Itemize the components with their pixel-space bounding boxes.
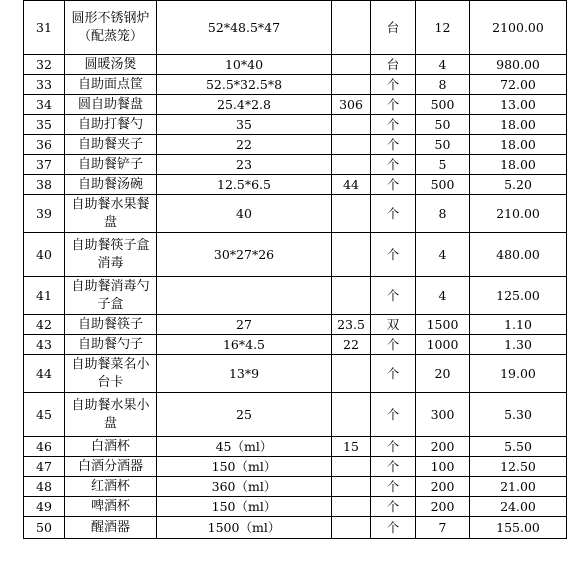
table-row <box>24 1 567 55</box>
item-price: 5.20 <box>470 175 567 195</box>
row-number: 32 <box>24 55 65 75</box>
item-quantity: 8 <box>416 195 470 233</box>
item-name <box>65 517 157 539</box>
item-name-text: 圆自助餐盘 <box>77 96 143 112</box>
item-price: 21.00 <box>470 477 567 497</box>
item-name-text: 自助餐消毒勺子盒 <box>71 278 150 312</box>
item-price: 5.50 <box>470 437 567 457</box>
item-name <box>65 233 157 277</box>
items-table <box>23 0 567 539</box>
item-name <box>65 477 157 497</box>
item-price: 18.00 <box>470 155 567 175</box>
item-name-text: 红酒杯 <box>90 478 130 494</box>
item-name <box>65 355 157 393</box>
table-row <box>24 497 567 517</box>
table-row <box>24 115 567 135</box>
item-quantity: 20 <box>416 355 470 393</box>
row-number: 46 <box>24 437 65 457</box>
item-name-text: 自助餐筷子 <box>77 316 143 332</box>
table-row <box>24 355 567 393</box>
row-number: 43 <box>24 335 65 355</box>
table-row <box>24 95 567 115</box>
item-name-text: 自助打餐勺 <box>77 116 143 132</box>
item-price: 19.00 <box>470 355 567 393</box>
item-quantity: 7 <box>416 517 470 539</box>
item-unit: 个 <box>371 95 416 115</box>
row-number: 39 <box>24 195 65 233</box>
item-unit: 双 <box>371 315 416 335</box>
item-unit: 个 <box>371 135 416 155</box>
table-row <box>24 55 567 75</box>
item-price: 155.00 <box>470 517 567 539</box>
item-extra <box>332 195 371 233</box>
row-number: 47 <box>24 457 65 477</box>
row-number: 45 <box>24 393 65 437</box>
item-spec: 150（ml） <box>157 497 332 517</box>
item-name <box>65 135 157 155</box>
item-unit: 个 <box>371 175 416 195</box>
item-spec: 16*4.5 <box>157 335 332 355</box>
item-name <box>65 75 157 95</box>
item-price: 210.00 <box>470 195 567 233</box>
item-price: 18.00 <box>470 135 567 155</box>
item-extra: 306 <box>332 95 371 115</box>
item-unit: 个 <box>371 393 416 437</box>
item-quantity: 1500 <box>416 315 470 335</box>
item-price: 5.30 <box>470 393 567 437</box>
item-name <box>65 457 157 477</box>
item-spec: 360（ml） <box>157 477 332 497</box>
table-row <box>24 393 567 437</box>
item-name <box>65 195 157 233</box>
item-quantity: 5 <box>416 155 470 175</box>
item-extra <box>332 355 371 393</box>
row-number: 31 <box>24 1 65 55</box>
item-unit: 个 <box>371 437 416 457</box>
item-extra <box>332 135 371 155</box>
row-number: 38 <box>24 175 65 195</box>
item-unit: 个 <box>371 195 416 233</box>
item-spec: 30*27*26 <box>157 233 332 277</box>
row-number: 41 <box>24 277 65 315</box>
item-price: 1.30 <box>470 335 567 355</box>
item-extra <box>332 155 371 175</box>
item-spec: 35 <box>157 115 332 135</box>
item-extra <box>332 497 371 517</box>
item-unit: 个 <box>371 277 416 315</box>
item-name <box>65 155 157 175</box>
item-quantity: 300 <box>416 393 470 437</box>
item-quantity: 50 <box>416 115 470 135</box>
table-row <box>24 195 567 233</box>
row-number: 37 <box>24 155 65 175</box>
item-price: 2100.00 <box>470 1 567 55</box>
item-spec: 52*48.5*47 <box>157 1 332 55</box>
item-extra: 15 <box>332 437 371 457</box>
item-unit: 个 <box>371 155 416 175</box>
item-extra <box>332 517 371 539</box>
item-unit: 个 <box>371 517 416 539</box>
item-quantity: 200 <box>416 477 470 497</box>
row-number: 48 <box>24 477 65 497</box>
item-price: 13.00 <box>470 95 567 115</box>
row-number: 50 <box>24 517 65 539</box>
item-name-text: 自助面点筐 <box>77 76 143 92</box>
item-spec: 27 <box>157 315 332 335</box>
row-number: 34 <box>24 95 65 115</box>
item-price: 1.10 <box>470 315 567 335</box>
item-price: 18.00 <box>470 115 567 135</box>
item-price: 125.00 <box>470 277 567 315</box>
item-extra <box>332 477 371 497</box>
item-spec: 52.5*32.5*8 <box>157 75 332 95</box>
item-name-text: 啤酒杯 <box>90 498 130 514</box>
item-name-text: 圆暖汤煲 <box>84 56 137 72</box>
item-quantity: 4 <box>416 55 470 75</box>
item-name-text: 醒酒器 <box>90 519 130 535</box>
item-name <box>65 315 157 335</box>
item-extra <box>332 55 371 75</box>
item-name-text: 白酒分酒器 <box>77 458 143 474</box>
item-name-text: 自助餐筷子盒消毒 <box>71 237 150 271</box>
item-unit: 个 <box>371 497 416 517</box>
item-extra <box>332 457 371 477</box>
row-number: 35 <box>24 115 65 135</box>
item-unit: 个 <box>371 477 416 497</box>
item-quantity: 500 <box>416 95 470 115</box>
item-name-text: 自助餐夹子 <box>77 136 143 152</box>
row-number: 33 <box>24 75 65 95</box>
item-name <box>65 393 157 437</box>
item-unit: 个 <box>371 355 416 393</box>
item-name <box>65 55 157 75</box>
item-unit: 台 <box>371 1 416 55</box>
item-extra <box>332 1 371 55</box>
item-unit: 个 <box>371 457 416 477</box>
item-spec: 150（ml） <box>157 457 332 477</box>
table-row <box>24 135 567 155</box>
table-row <box>24 457 567 477</box>
item-spec: 23 <box>157 155 332 175</box>
item-unit: 个 <box>371 75 416 95</box>
item-quantity: 1000 <box>416 335 470 355</box>
row-number: 44 <box>24 355 65 393</box>
item-spec: 40 <box>157 195 332 233</box>
item-quantity: 500 <box>416 175 470 195</box>
item-extra <box>332 115 371 135</box>
table-row <box>24 155 567 175</box>
item-price: 24.00 <box>470 497 567 517</box>
item-name <box>65 335 157 355</box>
item-extra <box>332 277 371 315</box>
row-number: 40 <box>24 233 65 277</box>
item-spec: 25.4*2.8 <box>157 95 332 115</box>
item-spec: 25 <box>157 393 332 437</box>
table-row <box>24 477 567 497</box>
item-unit: 个 <box>371 233 416 277</box>
item-name <box>65 175 157 195</box>
item-quantity: 12 <box>416 1 470 55</box>
item-name-text: 自助餐汤碗 <box>77 176 143 192</box>
item-name <box>65 277 157 315</box>
item-quantity: 200 <box>416 437 470 457</box>
item-quantity: 50 <box>416 135 470 155</box>
item-name <box>65 115 157 135</box>
item-unit: 个 <box>371 115 416 135</box>
item-quantity: 8 <box>416 75 470 95</box>
row-number: 42 <box>24 315 65 335</box>
item-spec: 10*40 <box>157 55 332 75</box>
table-row <box>24 75 567 95</box>
item-name <box>65 1 157 55</box>
item-name <box>65 95 157 115</box>
table-row <box>24 175 567 195</box>
item-name-text: 自助餐勺子 <box>77 336 143 352</box>
item-name-text: 自助餐水果小盘 <box>71 397 150 431</box>
item-name-text: 白酒杯 <box>90 438 130 454</box>
table-body <box>24 1 567 539</box>
item-price: 480.00 <box>470 233 567 277</box>
item-price: 980.00 <box>470 55 567 75</box>
item-spec: 22 <box>157 135 332 155</box>
item-quantity: 200 <box>416 497 470 517</box>
item-extra <box>332 75 371 95</box>
item-quantity: 100 <box>416 457 470 477</box>
item-extra: 44 <box>332 175 371 195</box>
table-row <box>24 335 567 355</box>
item-name-text: 圆形不锈钢炉（配蒸笼） <box>71 10 150 44</box>
table-row <box>24 517 567 539</box>
table-row <box>24 437 567 457</box>
item-extra <box>332 233 371 277</box>
item-spec: 45（ml） <box>157 437 332 457</box>
item-unit: 台 <box>371 55 416 75</box>
item-spec: 13*9 <box>157 355 332 393</box>
item-name-text: 自助餐铲子 <box>77 156 143 172</box>
item-extra: 22 <box>332 335 371 355</box>
row-number: 36 <box>24 135 65 155</box>
item-extra: 23.5 <box>332 315 371 335</box>
item-unit: 个 <box>371 335 416 355</box>
item-quantity: 4 <box>416 277 470 315</box>
item-price: 72.00 <box>470 75 567 95</box>
row-number: 49 <box>24 497 65 517</box>
item-spec: 1500（ml） <box>157 517 332 539</box>
item-name-text: 自助餐水果餐盘 <box>71 196 150 230</box>
item-spec: 12.5*6.5 <box>157 175 332 195</box>
table-row <box>24 233 567 277</box>
item-spec <box>157 277 332 315</box>
table-row <box>24 277 567 315</box>
item-name <box>65 437 157 457</box>
item-extra <box>332 393 371 437</box>
item-price: 12.50 <box>470 457 567 477</box>
table-row <box>24 315 567 335</box>
item-name <box>65 497 157 517</box>
item-name-text: 自助餐菜名小台卡 <box>71 356 150 390</box>
item-quantity: 4 <box>416 233 470 277</box>
